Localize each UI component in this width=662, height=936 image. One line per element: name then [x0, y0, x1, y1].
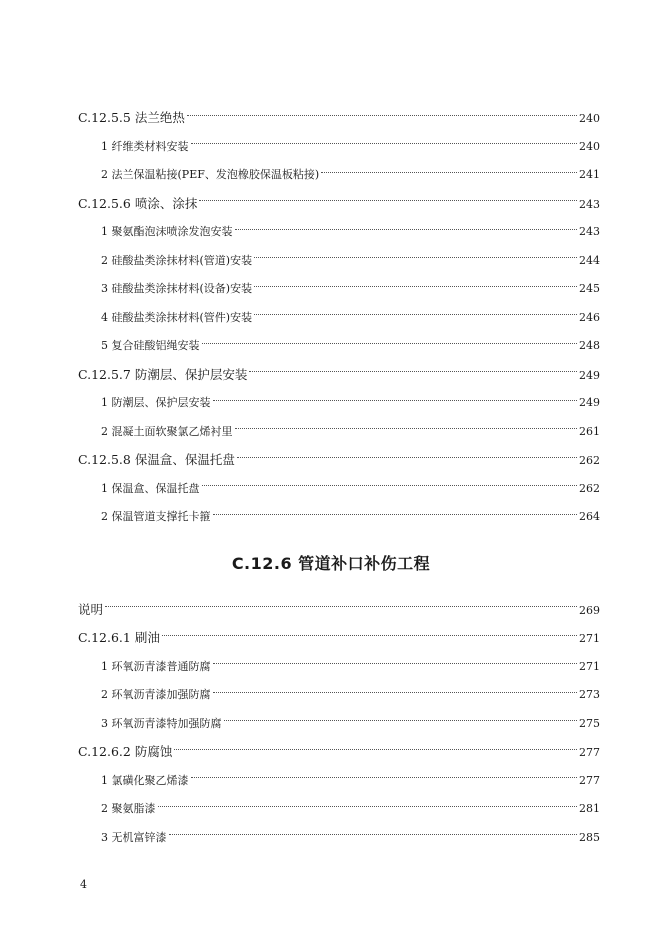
toc-entry-page: 285: [579, 830, 600, 844]
dot-leader: [213, 514, 578, 515]
toc-entry-title: C.12.5.8 保温盒、保温托盘: [78, 452, 235, 467]
toc-entry[interactable]: [0, 738, 662, 767]
toc-entry-page: 241: [579, 168, 600, 181]
toc-entry-title: C.12.6.2 防腐蚀: [78, 744, 173, 759]
toc-entry-title: 3 环氧沥青漆特加强防腐: [101, 716, 222, 730]
toc-entry-page: 248: [579, 339, 600, 352]
dot-leader: [191, 143, 578, 144]
toc-entry-title: 2 混凝土面软聚氯乙烯衬里: [101, 424, 233, 438]
toc-entry-title: 2 环氧沥青漆加强防腐: [101, 688, 211, 701]
toc-entry[interactable]: [0, 389, 662, 418]
dot-leader: [224, 720, 578, 721]
dot-leader: [105, 606, 577, 607]
toc-entry[interactable]: [0, 104, 662, 133]
toc-entry-title: 1 纤维类材料安装: [101, 139, 189, 153]
toc-entry-page: 262: [579, 481, 600, 495]
toc-entry-page: 246: [579, 310, 600, 324]
toc-entry-page: 264: [579, 510, 600, 523]
toc-entry-title: C.12.6.1 刷油: [78, 630, 160, 645]
dot-leader: [213, 400, 578, 401]
toc-entry-page: 271: [579, 659, 600, 673]
toc-entry-page: 277: [579, 773, 600, 787]
toc-entry[interactable]: [0, 218, 662, 247]
toc-entry-page: 275: [579, 716, 600, 730]
toc-entry-title: 1 保温盒、保温托盘: [101, 481, 200, 495]
dot-leader: [202, 343, 578, 344]
toc-entry-page: 244: [579, 253, 600, 267]
toc-entry-title: 3 硅酸盐类涂抹材料(设备)安装: [101, 282, 253, 295]
dot-leader: [235, 428, 578, 429]
dot-leader: [158, 806, 578, 807]
dot-leader: [174, 749, 577, 750]
dot-leader: [235, 229, 578, 230]
toc-entry-title: 2 保温管道支撑托卡箍: [101, 510, 211, 523]
toc-entry[interactable]: [0, 824, 662, 853]
toc-entry-page: 261: [579, 424, 600, 438]
toc-entry[interactable]: [0, 161, 662, 190]
toc-entry-page: 249: [579, 396, 600, 409]
toc-entry[interactable]: [0, 624, 662, 653]
dot-leader: [213, 663, 578, 664]
toc-entry-page: 277: [579, 746, 600, 759]
toc-entry[interactable]: [0, 795, 662, 824]
page-number: 4: [80, 878, 87, 891]
dot-leader: [162, 635, 577, 636]
toc-entry[interactable]: [0, 332, 662, 361]
toc-entry-title: 说明: [78, 601, 104, 617]
toc-entry[interactable]: [0, 275, 662, 304]
toc-entry[interactable]: [0, 503, 662, 532]
toc-entry[interactable]: [0, 446, 662, 475]
toc-entry-page: 262: [579, 454, 600, 467]
toc-entry-title: 1 防潮层、保护层安装: [101, 396, 211, 409]
dot-leader: [249, 371, 577, 372]
toc-entry-title: 2 硅酸盐类涂抹材料(管道)安装: [101, 253, 253, 267]
toc-entry-title: C.12.5.7 防潮层、保护层安装: [78, 366, 248, 382]
dot-leader: [191, 777, 578, 778]
section-heading: C.12.6 管道补口补伤工程: [231, 553, 431, 573]
toc-entry-page: 269: [579, 603, 600, 617]
toc-section-c-12-5: [0, 104, 662, 532]
toc-entry-page: 281: [579, 802, 600, 815]
toc-entry[interactable]: [0, 767, 662, 796]
toc-entry[interactable]: [0, 653, 662, 682]
toc-entry-title: 1 聚氨酯泡沫喷涂发泡安装: [101, 225, 233, 238]
toc-entry[interactable]: [0, 710, 662, 739]
dot-leader: [202, 485, 578, 486]
dot-leader: [321, 172, 577, 173]
toc-entry[interactable]: [0, 247, 662, 276]
toc-entry-page: 243: [579, 225, 600, 238]
dot-leader: [254, 286, 577, 287]
table-of-contents: [0, 104, 662, 852]
toc-entry[interactable]: [0, 190, 662, 219]
toc-entry-title: 2 聚氨脂漆: [101, 802, 156, 815]
toc-entry[interactable]: [0, 361, 662, 390]
toc-entry-title: 5 复合硅酸铝绳安装: [101, 339, 200, 352]
toc-entry-page: 245: [579, 282, 600, 295]
toc-entry-title: 4 硅酸盐类涂抹材料(管件)安装: [101, 310, 253, 324]
toc-entry-page: 240: [579, 112, 600, 125]
toc-entry[interactable]: [0, 681, 662, 710]
toc-entry[interactable]: [0, 596, 662, 625]
toc-entry-page: 249: [579, 368, 600, 382]
dot-leader: [169, 834, 578, 835]
toc-entry-title: 1 氯磺化聚乙烯漆: [101, 773, 189, 787]
toc-entry[interactable]: [0, 304, 662, 333]
dot-leader: [237, 457, 577, 458]
dot-leader: [254, 314, 577, 315]
toc-entry-page: 240: [579, 139, 600, 153]
dot-leader: [213, 692, 578, 693]
toc-section-c-12-6: [0, 596, 662, 853]
toc-entry-page: 273: [579, 688, 600, 701]
toc-entry-title: 3 无机富锌漆: [101, 830, 167, 844]
toc-entry[interactable]: [0, 475, 662, 504]
toc-entry[interactable]: [0, 418, 662, 447]
toc-entry[interactable]: [0, 133, 662, 162]
toc-entry-title: C.12.5.5 法兰绝热: [78, 110, 185, 125]
toc-entry-page: 243: [579, 197, 600, 211]
toc-entry-title: C.12.5.6 喷涂、涂抹: [78, 195, 198, 211]
toc-entry-page: 271: [579, 632, 600, 645]
dot-leader: [199, 200, 577, 201]
dot-leader: [187, 115, 577, 116]
dot-leader: [254, 257, 577, 258]
toc-entry-title: 1 环氧沥青漆普通防腐: [101, 659, 211, 673]
toc-entry-title: 2 法兰保温粘接(PEF、发泡橡胶保温板粘接): [101, 168, 320, 181]
